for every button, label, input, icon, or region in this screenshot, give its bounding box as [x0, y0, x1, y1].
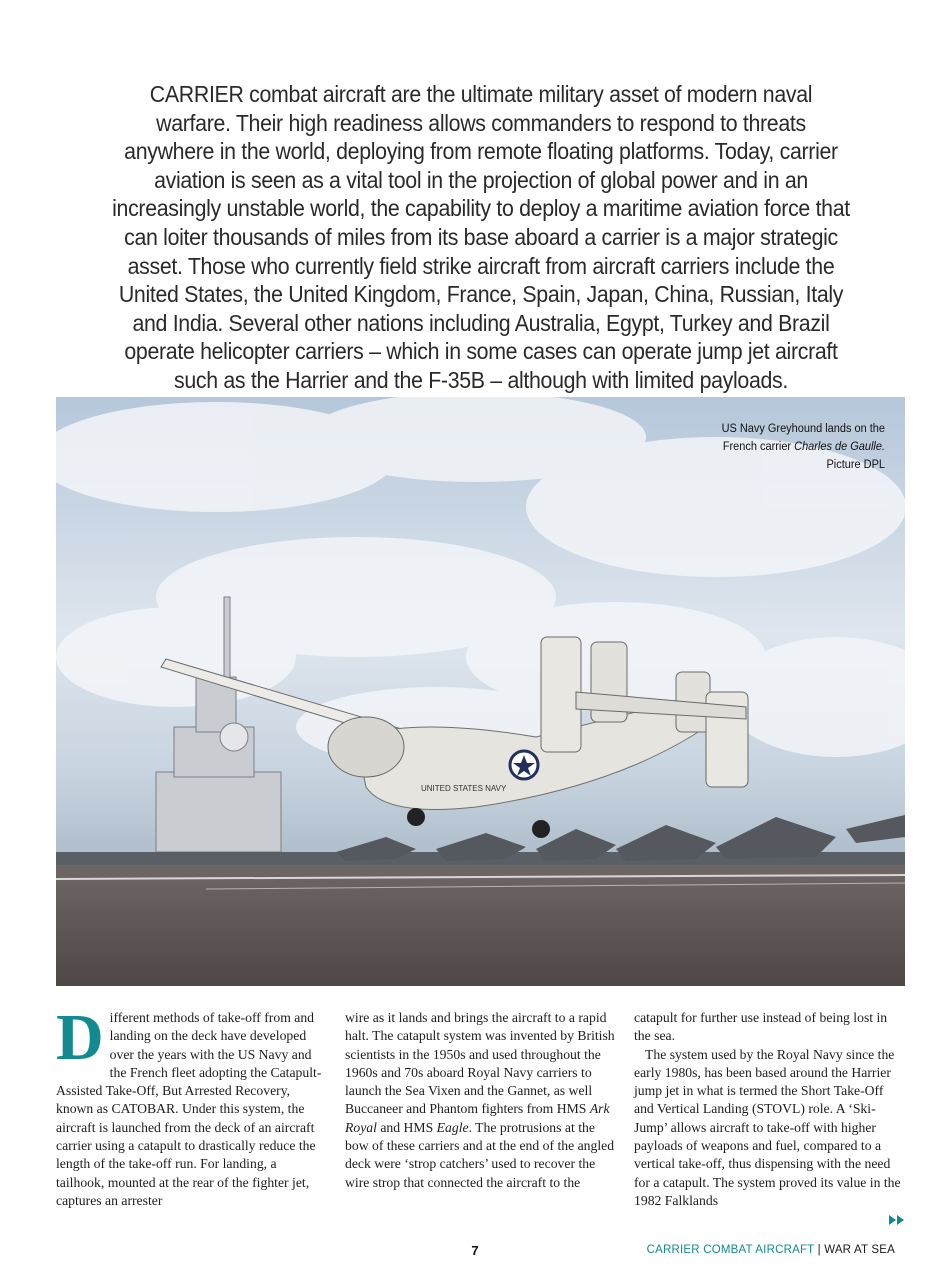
- ship-name-eagle: Eagle: [436, 1119, 469, 1135]
- body-column-1: [56, 1001, 326, 1210]
- column-1-text: ifferent methods of take-off from and landing on the deck have developed over the years with the US Navy and the French fleet adopting the Catapult-Assisted Take-Off, But Arrested Recovery, known as CATOBAR. Under this system, the aircraft is launched from the deck of an aircraft carrier using a catapult to drastically reduce the length of the take-off run. For landing, a tailhook, mounted at the rear of the fighter jet, captures an arrester: [56, 1010, 322, 1208]
- caption-text: US Navy Greyhound lands on the French carrier: [721, 421, 885, 453]
- photo-caption: [687, 419, 885, 473]
- aircraft-marking: UNITED STATES NAVY: [421, 784, 507, 793]
- photo-greyhound-landing: [56, 397, 905, 986]
- running-footer: [647, 1244, 895, 1256]
- page-number: 7: [471, 1243, 479, 1258]
- body-column-2: [345, 1009, 615, 1192]
- footer-separator: |: [814, 1244, 825, 1256]
- column-2-text-b: and HMS: [376, 1119, 437, 1135]
- intro-paragraph: CARRIER combat aircraft are the ultimate military asset of modern naval warfare. Their high readiness allows commanders to respond to threats anywhere in the world, deploying from remote floating platforms. Today, carrier aviation is seen as a vital tool in the projection of global power and in an increasingly unstable world, the capability to deploy a maritime aviation force that can loiter thousands of miles from its base aboard a carrier is a major strategic asset. Those who currently field strike aircraft from aircraft carriers include the United States, the United Kingdom, France, Spain, Japan, China, Russian, Italy and India. Several other nations including Australia, Egypt, Turkey and Brazil operate helicopter carriers – which in some cases can operate jump jet aircraft such as the Harrier and the F-35B – although with limited payloads.: [112, 81, 850, 393]
- column-2-text-a: wire as it lands and brings the aircraft to a rapid halt. The catapult system was invented by British scientists in the 1950s and used throughout the 1960s and 70s aboard Royal Navy carriers to launch the Sea Vixen and the Gannet, as well Buccaneer and Phantom fighters from HMS: [345, 1010, 615, 1117]
- caption-ship-name: Charles de Gaulle.: [794, 439, 885, 453]
- column-3-paragraph-1: catapult for further use instead of being lost in the sea.: [634, 1010, 888, 1044]
- ship-name-ark-royal: Ark Royal: [345, 1101, 610, 1135]
- drop-cap: D: [56, 1001, 104, 1074]
- caption-credit: Picture DPL: [826, 457, 885, 471]
- body-column-3: [634, 1009, 904, 1210]
- continue-arrow-icon: [889, 1214, 907, 1226]
- footer-publication: WAR AT SEA: [824, 1244, 895, 1256]
- flight-deck: [56, 865, 905, 986]
- footer-section: CARRIER COMBAT AIRCRAFT: [646, 1244, 815, 1256]
- aircraft-carrier-photo: [56, 397, 905, 986]
- column-2-text-c: . The protrusions at the bow of these carriers and at the end of the angled deck were ‘strop catchers’ used to recover the wire strop that connected the aircraft to the: [345, 1119, 615, 1190]
- column-3-paragraph-2: The system used by the Royal Navy since the early 1980s, has been based around the Harrier jump jet in what is termed the Short Take-Off and Vertical Landing (STOVL) role. A ‘Ski-Jump’ allows aircraft to take-off with higher payloads of weapons and fuel, compared to a vertical take-off, thus dispensing with the need for a catapult. The system proved its value in the 1982 Falklands: [634, 1046, 901, 1208]
